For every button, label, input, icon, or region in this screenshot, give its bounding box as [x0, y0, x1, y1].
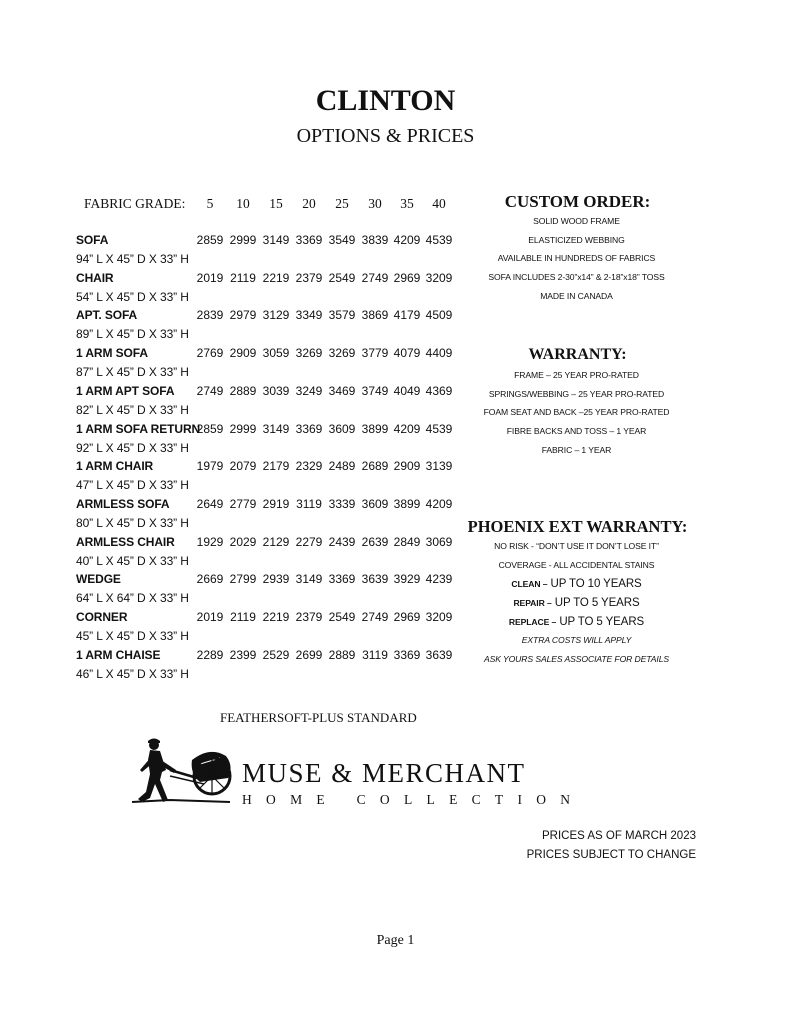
- price-cell: 2529: [262, 648, 290, 662]
- custom-order-line: SOFA INCLUDES 2-30”x14” & 2-18”x18” TOSS: [488, 272, 665, 282]
- price-cell: 3369: [393, 648, 421, 662]
- custom-order-line: SOLID WOOD FRAME: [533, 216, 620, 226]
- price-cell: 3149: [262, 422, 290, 436]
- price-cell: 3839: [361, 233, 389, 247]
- product-dimensions: 82” L X 45” D X 33” H: [76, 403, 189, 417]
- table-row-dimensions: [0, 589, 460, 607]
- price-cell: 4209: [425, 497, 453, 511]
- price-cell: 3549: [328, 233, 356, 247]
- replace-value: UP TO 5 YEARS: [556, 616, 645, 628]
- price-cell: 2019: [196, 610, 224, 624]
- phoenix-line: NO RISK - “DON’T USE IT DON’T LOSE IT”: [494, 541, 659, 551]
- price-cell: 1979: [196, 459, 224, 473]
- custom-order-line: AVAILABLE IN HUNDREDS OF FABRICS: [497, 253, 656, 263]
- product-name: ARMLESS SOFA: [76, 497, 170, 511]
- price-cell: 2649: [196, 497, 224, 511]
- table-row: [0, 231, 460, 249]
- page-number: Page 1: [376, 933, 415, 948]
- prices-date-note: PRICES AS OF MARCH 2023: [541, 830, 696, 842]
- grade-header: 15: [269, 196, 283, 211]
- table-row-dimensions: [0, 363, 460, 381]
- prices-change-note: PRICES SUBJECT TO CHANGE: [526, 849, 696, 861]
- clean-label: CLEAN –: [511, 579, 548, 589]
- price-cell: 2279: [295, 535, 323, 549]
- price-cell: 2849: [393, 535, 421, 549]
- table-row: [0, 646, 460, 664]
- price-cell: 3119: [362, 648, 388, 662]
- price-cell: 2979: [229, 308, 257, 322]
- grade-header: 20: [302, 196, 316, 211]
- price-cell: 2699: [295, 648, 323, 662]
- page-title: CLINTON: [315, 84, 456, 117]
- price-cell: 2769: [196, 346, 224, 360]
- price-cell: 2969: [393, 610, 421, 624]
- price-cell: 2669: [196, 572, 224, 586]
- product-name: 1 ARM APT SOFA: [76, 384, 175, 398]
- table-row-dimensions: [0, 476, 460, 494]
- page-subtitle: OPTIONS & PRICES: [296, 125, 475, 147]
- product-name: WEDGE: [76, 572, 121, 586]
- product-name: 1 ARM SOFA RETURN: [76, 422, 201, 436]
- price-cell: 3349: [295, 308, 323, 322]
- price-cell: 2779: [229, 497, 257, 511]
- price-cell: 3119: [296, 497, 322, 511]
- price-cell: 3609: [361, 497, 389, 511]
- price-cell: 2799: [229, 572, 257, 586]
- price-cell: 2889: [328, 648, 356, 662]
- price-cell: 3929: [393, 572, 421, 586]
- price-cell: 4079: [393, 346, 421, 360]
- price-cell: 2489: [328, 459, 356, 473]
- price-cell: 2129: [262, 535, 290, 549]
- product-dimensions: 94” L X 45” D X 33” H: [76, 252, 189, 266]
- table-row-dimensions: [0, 325, 460, 343]
- phoenix-heading: PHOENIX EXT WARRANTY:: [467, 517, 688, 536]
- replace-label: REPLACE –: [508, 617, 557, 627]
- product-name: SOFA: [76, 233, 109, 247]
- table-row: [0, 608, 460, 626]
- price-cell: 2119: [230, 271, 256, 285]
- repair-label: REPAIR –: [513, 598, 552, 608]
- price-cell: 2179: [262, 459, 290, 473]
- table-row: [0, 382, 460, 400]
- price-cell: 3069: [425, 535, 453, 549]
- table-row: [0, 533, 460, 551]
- product-name: 1 ARM SOFA: [76, 346, 148, 360]
- product-dimensions: 92” L X 45” D X 33” H: [76, 441, 189, 455]
- table-row: [0, 306, 460, 324]
- price-cell: 2379: [295, 610, 323, 624]
- grade-header: 30: [368, 196, 382, 211]
- table-row: [0, 420, 460, 438]
- price-cell: 2029: [229, 535, 257, 549]
- product-dimensions: 45” L X 45” D X 33” H: [76, 629, 189, 643]
- warranty-line: FOAM SEAT AND BACK –25 YEAR PRO-RATED: [483, 407, 670, 417]
- price-cell: 3249: [295, 384, 323, 398]
- grade-header: 40: [432, 196, 446, 211]
- product-dimensions: 89” L X 45” D X 33” H: [76, 327, 189, 341]
- table-row-dimensions: [0, 250, 460, 268]
- price-cell: 3039: [262, 384, 290, 398]
- price-cell: 3639: [425, 648, 453, 662]
- price-cell: 4239: [425, 572, 453, 586]
- price-cell: 3269: [328, 346, 356, 360]
- standard-note: FEATHERSOFT-PLUS STANDARD: [220, 710, 417, 725]
- price-cell: 2969: [393, 271, 421, 285]
- table-row: [0, 570, 460, 588]
- product-name: CORNER: [76, 610, 128, 624]
- price-cell: 2639: [361, 535, 389, 549]
- fabric-grade-label: FABRIC GRADE:: [84, 196, 186, 211]
- brand-subtitle: HOME COLLECTION: [242, 792, 585, 807]
- price-cell: 4209: [393, 233, 421, 247]
- price-cell: 2749: [196, 384, 224, 398]
- table-row: [0, 269, 460, 287]
- product-name: 1 ARM CHAISE: [76, 648, 161, 662]
- price-cell: 2859: [196, 422, 224, 436]
- price-cell: 2909: [229, 346, 257, 360]
- price-cell: 3609: [328, 422, 356, 436]
- custom-order-line: ELASTICIZED WEBBING: [528, 235, 625, 245]
- price-cell: 3779: [361, 346, 389, 360]
- custom-order-heading: CUSTOM ORDER:: [504, 192, 651, 211]
- price-cell: 2919: [262, 497, 290, 511]
- product-dimensions: 87” L X 45” D X 33” H: [76, 365, 189, 379]
- price-cell: 2439: [328, 535, 356, 549]
- grade-header: 5: [206, 196, 214, 211]
- product-dimensions: 40” L X 45” D X 33” H: [76, 554, 189, 568]
- phoenix-ask-note: ASK YOURS SALES ASSOCIATE FOR DETAILS: [483, 654, 670, 664]
- price-cell: 3369: [328, 572, 356, 586]
- price-cell: 4539: [425, 422, 453, 436]
- price-cell: 4209: [393, 422, 421, 436]
- product-dimensions: 47” L X 45” D X 33” H: [76, 478, 189, 492]
- price-cell: 3339: [328, 497, 356, 511]
- product-dimensions: 46” L X 45” D X 33” H: [76, 667, 189, 681]
- price-cell: 2549: [328, 271, 356, 285]
- table-row: [0, 344, 460, 362]
- repair-value: UP TO 5 YEARS: [551, 597, 640, 609]
- price-cell: 3869: [361, 308, 389, 322]
- price-cell: 3209: [425, 271, 453, 285]
- price-cell: 2689: [361, 459, 389, 473]
- price-cell: 1929: [196, 535, 224, 549]
- warranty-line: SPRINGS/WEBBING – 25 YEAR PRO-RATED: [488, 389, 665, 399]
- product-dimensions: 80” L X 45” D X 33” H: [76, 516, 189, 530]
- table-row: [0, 457, 460, 475]
- price-cell: 2399: [229, 648, 257, 662]
- table-row-dimensions: [0, 627, 460, 645]
- product-name: CHAIR: [76, 271, 114, 285]
- price-cell: 4369: [425, 384, 453, 398]
- product-dimensions: 54” L X 45” D X 33” H: [76, 290, 189, 304]
- price-cell: 2219: [262, 610, 290, 624]
- phoenix-replace-line: [463, 615, 690, 629]
- table-row-dimensions: [0, 514, 460, 532]
- product-name: 1 ARM CHAIR: [76, 459, 154, 473]
- warranty-line: FIBRE BACKS AND TOSS – 1 YEAR: [506, 426, 647, 436]
- price-cell: 2749: [361, 610, 389, 624]
- warranty-line: FABRIC – 1 YEAR: [541, 445, 612, 455]
- price-cell: 2749: [361, 271, 389, 285]
- price-cell: 2329: [295, 459, 323, 473]
- warranty-line: FRAME – 25 YEAR PRO-RATED: [514, 370, 639, 380]
- phoenix-line: COVERAGE - ALL ACCIDENTAL STAINS: [498, 560, 655, 570]
- price-cell: 3749: [361, 384, 389, 398]
- warranty-heading: WARRANTY:: [528, 346, 627, 363]
- price-cell: 2079: [229, 459, 257, 473]
- price-cell: 2379: [295, 271, 323, 285]
- grade-header: 35: [400, 196, 414, 211]
- price-cell: 2999: [229, 422, 257, 436]
- table-row-dimensions: [0, 552, 460, 570]
- price-cell: 4179: [393, 308, 421, 322]
- product-name: APT. SOFA: [76, 308, 138, 322]
- price-cell: 4409: [425, 346, 453, 360]
- product-name: ARMLESS CHAIR: [76, 535, 175, 549]
- price-cell: 3149: [262, 233, 290, 247]
- product-dimensions: 64” L X 64” D X 33” H: [76, 591, 189, 605]
- table-row-dimensions: [0, 401, 460, 419]
- price-cell: 3369: [295, 422, 323, 436]
- price-cell: 3149: [295, 572, 323, 586]
- price-cell: 2289: [196, 648, 224, 662]
- price-cell: 2859: [196, 233, 224, 247]
- price-cell: 3059: [262, 346, 290, 360]
- phoenix-extra-note: EXTRA COSTS WILL APPLY: [521, 635, 632, 645]
- table-row-dimensions: [0, 665, 460, 683]
- price-cell: 4049: [393, 384, 421, 398]
- price-cell: 3129: [262, 308, 290, 322]
- price-cell: 2999: [229, 233, 257, 247]
- price-cell: 2219: [262, 271, 290, 285]
- price-cell: 2119: [230, 610, 256, 624]
- price-cell: 2019: [196, 271, 224, 285]
- price-cell: 3139: [425, 459, 453, 473]
- price-cell: 3639: [361, 572, 389, 586]
- price-cell: 2889: [229, 384, 257, 398]
- price-cell: 2939: [262, 572, 290, 586]
- table-row-dimensions: [0, 288, 460, 306]
- price-cell: 3369: [295, 233, 323, 247]
- price-cell: 3269: [295, 346, 323, 360]
- price-cell: 2839: [196, 308, 224, 322]
- price-cell: 3579: [328, 308, 356, 322]
- grade-header: 10: [236, 196, 250, 211]
- price-cell: 3899: [393, 497, 421, 511]
- table-row: [0, 495, 460, 513]
- price-cell: 2909: [393, 459, 421, 473]
- price-cell: 3209: [425, 610, 453, 624]
- clean-value: UP TO 10 YEARS: [547, 578, 642, 590]
- price-cell: 3469: [328, 384, 356, 398]
- phoenix-repair-line: [463, 596, 690, 610]
- table-row-dimensions: [0, 439, 460, 457]
- price-cell: 2549: [328, 610, 356, 624]
- price-cell: 3899: [361, 422, 389, 436]
- price-cell: 4509: [425, 308, 453, 322]
- brand-name: MUSE & MERCHANT: [242, 758, 526, 788]
- custom-order-line: MADE IN CANADA: [540, 291, 613, 301]
- grade-header: 25: [335, 196, 349, 211]
- phoenix-clean-line: [463, 577, 690, 591]
- price-cell: 4539: [425, 233, 453, 247]
